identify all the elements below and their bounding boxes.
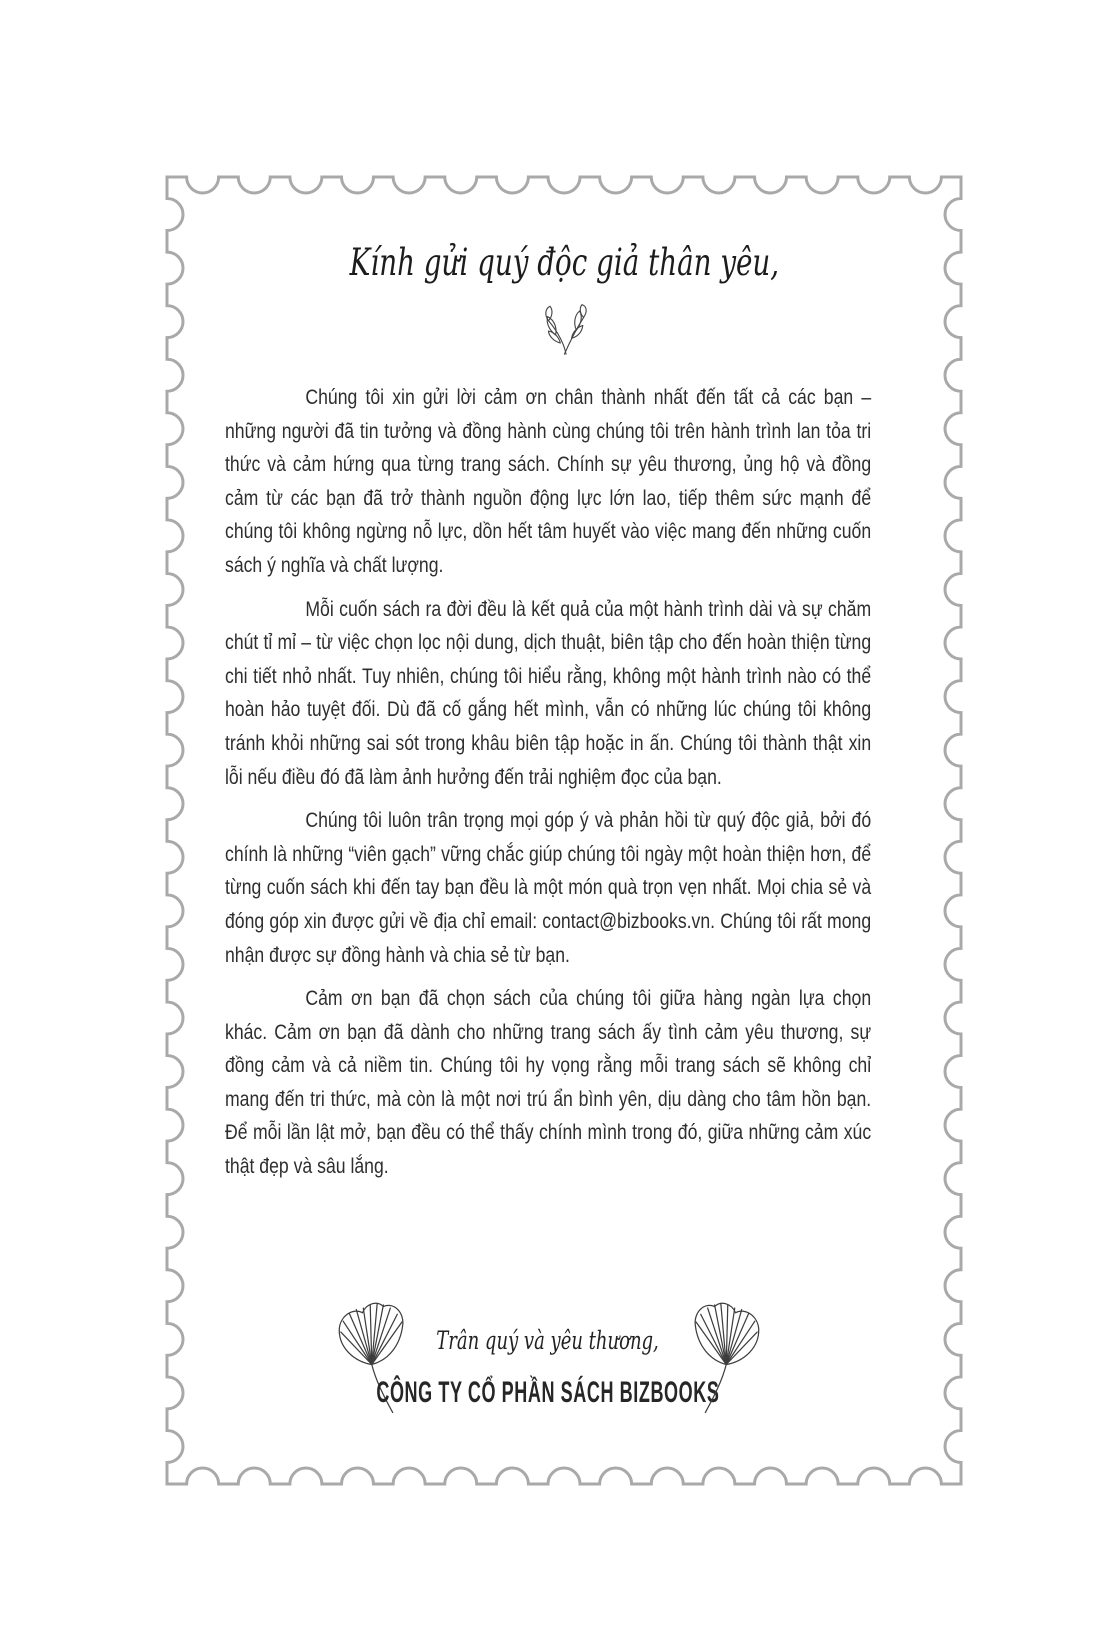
signature-closing-text: Trân quý và yêu thương, bbox=[436, 1326, 660, 1355]
letter-paragraph-4: Cảm ơn bạn đã chọn sách của chúng tôi giữa hàng ngàn lựa chọn khác. Cảm ơn bạn đã dành cho những trang sách ấy tình cảm yêu thương, sự đồng cảm và cả niềm tin. Chúng tôi hy vọng rằng mỗi trang sách sẽ không chỉ mang đến tri thức, mà còn là một nơi trú ẩn bình yên, dịu dàng cho tâm hồn bạn. Để mỗi lần lật mở, bạn đều có thể thấy chính mình trong đó, giữa những cảm xúc thật đẹp và sâu lắng. bbox=[225, 986, 872, 1179]
letter-body bbox=[225, 381, 871, 1194]
company-name-text: CÔNG TY CỔ PHẦN SÁCH BIZBOOKS bbox=[376, 1376, 720, 1409]
letter-paragraph-2: Mỗi cuốn sách ra đời đều là kết quả của một hành trình dài và sự chăm chút tỉ mỉ – từ việc chọn lọc nội dung, dịch thuật, biên tập cho đến hoàn thiện từng chi tiết nhỏ nhất. Tuy nhiên, chúng tôi hiểu rằng, không một hành trình nào có thể hoàn hảo tuyệt đối. Dù đã cố gắng hết mình, vẫn có những lúc chúng tôi không tránh khỏi những sai sót trong khâu biên tập hoặc in ấn. Chúng tôi thành thật xin lỗi nếu điều đó đã làm ảnh hưởng đến trải nghiệm đọc của bạn. bbox=[225, 596, 872, 789]
company-name bbox=[225, 1376, 871, 1410]
page-title-text: Kính gửi quý độc giả thân yêu, bbox=[349, 241, 779, 284]
laurel-sprigs-icon bbox=[534, 296, 598, 358]
ginkgo-leaf-icon-right bbox=[684, 1298, 770, 1414]
letter-paragraph-3: Chúng tôi luôn trân trọng mọi góp ý và phản hồi từ quý độc giả, bởi đó chính là những “viên gạch” vững chắc giúp chúng tôi ngày một hoàn thiện hơn, để từng cuốn sách khi đến tay bạn đều là một món quà trọn vẹn nhất. Mọi chia sẻ và đóng góp xin được gửi về địa chỉ email: contact@bizbooks.vn. Chúng tôi rất mong nhận được sự đồng hành và chia sẻ từ bạn. bbox=[225, 808, 872, 967]
page-title bbox=[167, 240, 961, 286]
letter-paragraph-1: Chúng tôi xin gửi lời cảm ơn chân thành nhất đến tất cả các bạn – những người đã tin tưởng và đồng hành cùng chúng tôi trên hành trình lan tỏa tri thức và cảm hứng qua từng trang sách. Chính sự yêu thương, ủng hộ và đồng cảm từ các bạn đã trở thành nguồn động lực lớn lao, tiếp thêm sức mạnh để chúng tôi không ngừng nỗ lực, dồn hết tâm huyết vào việc mang đến những cuốn sách ý nghĩa và chất lượng. bbox=[225, 385, 872, 577]
signature-closing bbox=[225, 1326, 871, 1355]
